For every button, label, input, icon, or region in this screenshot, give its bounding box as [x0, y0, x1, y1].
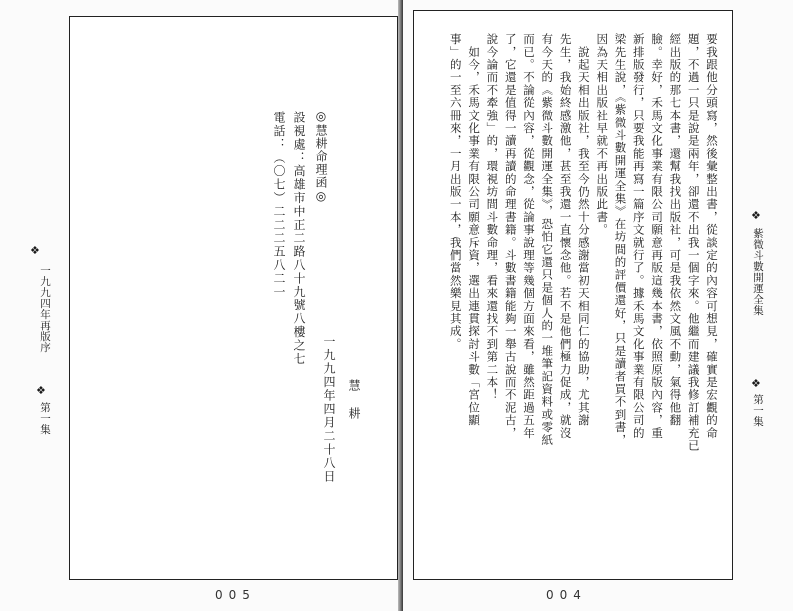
text-column: 說起天相出版社，我至今仍然十分感謝當初天相同仁的協助，尤其謝: [576, 33, 591, 427]
phone-text: 電話：（〇七）二二二五八二一: [272, 111, 286, 299]
text-column: 有今天的《紫微斗數開運全集》，恐怕它還只是個人的一堆筆記資料或零紙: [540, 33, 555, 447]
signature-date: 一九九四年四月二十八日: [322, 335, 336, 484]
diamond-ornament-icon: ❖: [751, 377, 761, 390]
page-number: 005: [215, 588, 256, 602]
text-column: 因為天相出版社早就不再出版此書。: [595, 33, 610, 237]
diamond-ornament-icon: ❖: [30, 244, 40, 257]
book-title: 紫微斗數開運全集: [752, 228, 764, 316]
right-page: [403, 0, 793, 611]
text-column: 了，它還是值得一讀再讀的命理書籍。斗數書籍能夠一舉古說而不泥古，: [503, 33, 518, 440]
text-column: 經出版的那七本書，還幫我找出版社，可是我依然文風不動，氣得他翻: [668, 33, 683, 427]
year-label: 一九九四年再版序: [39, 265, 51, 353]
address-text: 設視處：高雄市中正二路八十九號八樓之七: [292, 111, 306, 366]
text-column: 而已。不論從內容，從觀念，從論事說理等幾個方面來看，雖然距過五年: [522, 33, 536, 440]
text-frame: [69, 16, 398, 580]
text-column: 說今論而不牽強」的，環視坊間斗數命理，看來還找不到第二本！: [485, 33, 500, 402]
diamond-ornament-icon: ❖: [36, 384, 46, 397]
text-column: 新排版發行，只要我能再寫一篇序文就行了。據禾馬文化事業有限公司的: [631, 33, 646, 440]
text-column: 梁先生說，《紫微斗數開運全集》在坊間的評價還好，只是讀者買不到書，: [613, 33, 628, 447]
text-column: 事」的一至六冊來，一月出版一本，我們當然樂見其成。: [448, 33, 463, 351]
text-column: 如今，禾馬文化事業有限公司願意斥資，選出連貫探討斗數「宮位顯: [467, 33, 482, 427]
volume-label: 第一集: [752, 394, 764, 427]
volume-label: 第一集: [39, 402, 51, 435]
text-column: 臉。幸好，禾馬文化事業有限公司願意再版這幾本書，依照原版內容，重: [650, 33, 665, 440]
page-number: 004: [546, 588, 587, 602]
text-frame: [413, 10, 733, 580]
author-signature: 慧 耕: [347, 379, 361, 421]
text-column: 先生，我始終感激他，甚至我還一直懷念他。若不是他們極力促成，就沒: [558, 33, 573, 440]
diamond-ornament-icon: ❖: [751, 209, 761, 222]
text-column: 題，不過一只是說是兩年，卻還不出我一個字來。他繼而建議我修訂補充已: [686, 33, 701, 453]
text-column: 要我跟他分頭寫，然後彙整出書，從談定的內容可想見，確實是宏觀的命: [705, 33, 719, 440]
society-name: ◎慧耕命理函◎: [314, 109, 328, 204]
